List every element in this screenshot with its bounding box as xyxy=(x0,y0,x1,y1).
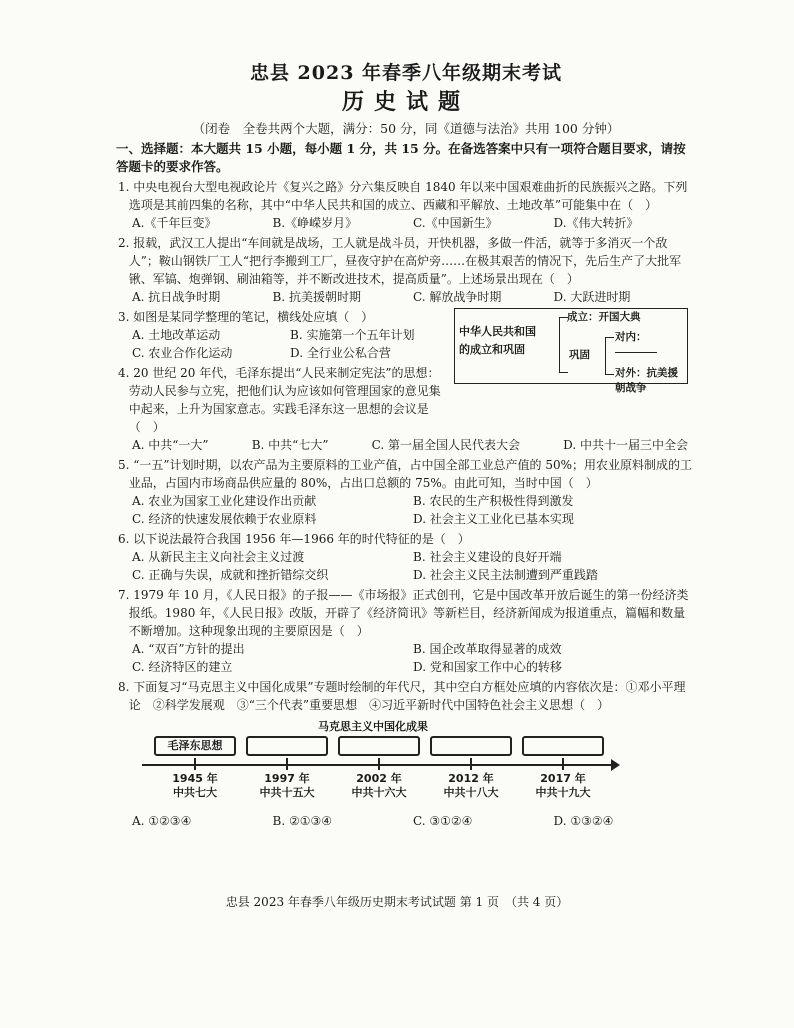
timeline-blank-box xyxy=(522,736,604,756)
exam-note: （闭卷 全卷共两个大题，满分：50 分，同《道德与法治》共用 100 分钟） xyxy=(192,121,620,136)
option-a: A. ①②③④ xyxy=(132,814,192,828)
diagram-blank xyxy=(615,352,657,353)
option-b: B. 中共“七大” xyxy=(251,438,329,452)
option-a: A. “双百”方针的提出 xyxy=(132,642,245,656)
option-b: B. 社会主义建设的良好开端 xyxy=(413,550,562,564)
timeline-title: 马克思主义中国化成果 xyxy=(318,720,428,733)
option-c: C. 经济特区的建立 xyxy=(132,660,233,674)
diagram-foreign: 对外：抗美援朝战争 xyxy=(615,367,678,394)
question-5 xyxy=(118,456,694,528)
question-6 xyxy=(118,530,694,584)
timeline-year-2012: 2012 年 中共十八大 xyxy=(443,772,499,799)
question-stem: 3. 如图是某同学整理的笔记，横线处应填（ ） xyxy=(118,310,374,324)
question-stem: 7. 1979 年 10 月，《人民日报》的子报——《市场报》正式创刊，它是中国改革开放后诞生的第一份经济类报纸。1980 年，《人民日报》改版，开辟了《经济简讯》等新栏目，经济新闻成为报道重点，篇幅和数量不断增加。这种现象出现的主要原因是（ ） xyxy=(118,588,689,638)
option-c: C. 正确与失误，成就和挫折错综交织 xyxy=(132,568,329,582)
exam-content xyxy=(118,60,694,830)
timeline-blank-box xyxy=(246,736,328,756)
page-footer: 忠县 2023 年春季八年级历史期末考试试题 第 1 页 （共 4 页） xyxy=(225,895,569,909)
option-d: D.《伟大转折》 xyxy=(553,216,639,230)
option-b: B. 实施第一个五年计划 xyxy=(290,328,415,342)
option-b: B. 农民的生产积极性得到激发 xyxy=(413,494,574,508)
question-3 xyxy=(118,308,448,362)
option-a: A.《千年巨变》 xyxy=(132,216,217,230)
diagram-domestic: 对内： xyxy=(615,329,687,356)
option-c: C.《中国新生》 xyxy=(413,216,498,230)
option-b: B. 抗美援朝时期 xyxy=(272,290,361,304)
option-d: D. 全行业公私合营 xyxy=(290,346,391,360)
timeline-year-1945: 1945 年 中共七大 xyxy=(172,772,218,799)
question-3-block xyxy=(118,308,694,454)
option-d: D. ①③②④ xyxy=(553,814,614,828)
question-8 xyxy=(118,678,694,714)
timeline-box-mao: 毛泽东思想 xyxy=(154,736,236,756)
option-b: B. ②①③④ xyxy=(272,814,332,828)
exam-subtitle: 历史试题 xyxy=(341,89,470,115)
question-stem: 6. 以下说法最符合我国 1956 年—1966 年的时代特征的是（ ） xyxy=(118,532,470,546)
option-d: D. 党和国家工作中心的转移 xyxy=(413,660,562,674)
question-stem: 8. 下面复习“马克思主义中国化成果”专题时绘制的年代尺，其中空白方框处应填的内容依次是：①邓小平理论 ②科学发展观 ③“三个代表”重要思想 ④习近平新时代中国特色社会主义思想（ ） xyxy=(118,680,686,712)
question-1 xyxy=(118,178,694,232)
option-a: A. 农业为国家工业化建设作出贡献 xyxy=(132,494,317,508)
diagram-established: 成立：开国大典 xyxy=(567,311,641,323)
question-7 xyxy=(118,586,694,676)
timeline-figure xyxy=(118,718,694,816)
option-d: D. 中共十一届三中全会 xyxy=(563,438,688,452)
timeline-year-2017: 2017 年 中共十九大 xyxy=(535,772,591,799)
timeline-blank-box xyxy=(338,736,420,756)
option-c: C. ③①②④ xyxy=(413,814,473,828)
option-a: A. 中共“一大” xyxy=(132,438,209,452)
option-b: B. 国企改革取得显著的成效 xyxy=(413,642,562,656)
timeline-year-2002: 2002 年 中共十六大 xyxy=(351,772,407,799)
exam-title: 忠县 2023 年春季八年级期末考试 xyxy=(249,62,563,84)
diagram-root-label: 中华人民共和国 的成立和巩固 xyxy=(459,325,536,356)
question-stem: 5. “一五”计划时期，以农产品为主要原料的工业产值，占中国全部工业总产值的 50%；用农业原料制成的工业品，占国内市场商品供应量的 80%，占出口总额的 75%。由此可知，当时中国（ ） xyxy=(118,458,693,490)
option-c: C. 解放战争时期 xyxy=(413,290,502,304)
timeline-year-1997: 1997 年 中共十五大 xyxy=(259,772,315,799)
option-d: D. 社会主义工业化已基本实现 xyxy=(413,512,574,526)
timeline-blank-box xyxy=(430,736,512,756)
option-d: D. 大跃进时期 xyxy=(553,290,631,304)
option-b: B.《峥嵘岁月》 xyxy=(272,216,358,230)
diagram-consolidate: 巩固 xyxy=(569,349,590,361)
question-2 xyxy=(118,234,694,306)
notes-diagram xyxy=(454,308,688,394)
section-heading: 一、选择题：本大题共 15 小题，每小题 1 分，共 15 分。在备选答案中只有一项符合题目要求，请按答题卡的要求作答。 xyxy=(116,141,686,174)
question-stem: 1. 中央电视台大型电视政论片《复兴之路》分六集反映自 1840 年以来中国艰难曲折的民族振兴之路。下列选项是其前四集的名称，其中“中华人民共和国的成立、西藏和平解放、土地改革”可能集中在（ ） xyxy=(118,180,688,212)
question-stem: 4. 20 世纪 20 年代，毛泽东提出“人民来制定宪法”的思想：劳动人民参与立宪，把他们认为应该如何管理国家的意见集中起来，上升为国家意志。实践毛泽东这一思想的会议是（ ） xyxy=(118,366,441,434)
option-a: A. 从新民主主义向社会主义过渡 xyxy=(132,550,305,564)
option-c: C. 第一届全国人民代表大会 xyxy=(371,438,520,452)
option-a: A. 抗日战争时期 xyxy=(132,290,221,304)
option-c: C. 农业合作化运动 xyxy=(132,346,233,360)
option-d: D. 社会主义民主法制遭到严重践踏 xyxy=(413,568,598,582)
timeline-axis xyxy=(142,764,612,766)
option-a: A. 土地改革运动 xyxy=(132,328,221,342)
option-c: C. 经济的快速发展依赖于农业原料 xyxy=(132,512,317,526)
question-stem: 2. 报载，武汉工人提出“车间就是战场，工人就是战斗员，开快机器，多做一件活，就等于多消灭一个敌人”；鞍山钢铁厂工人“把行李搬到工厂，昼夜守护在高炉旁……在极其艰苦的情况下，先后生产了大批军锹、军镐、炮弹钢、刷油箱等，并不断改进技术，提高质量”。上述场景出现在（ ） xyxy=(118,236,682,286)
